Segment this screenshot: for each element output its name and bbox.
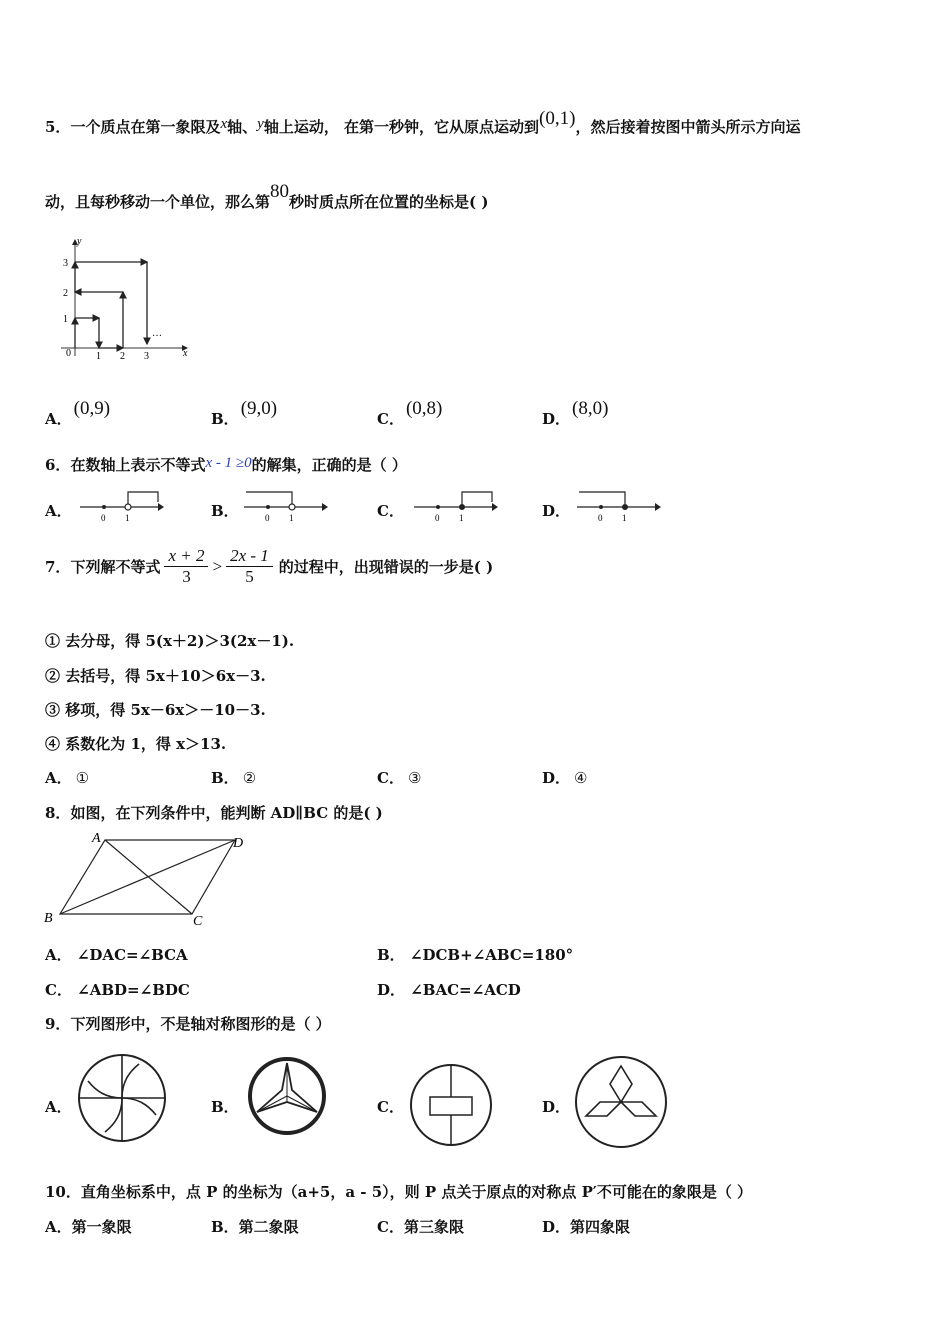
q9-diamonds-figure[interactable] (572, 1054, 670, 1150)
q6-stem: 6．在数轴上表示不等式x - 1 ≥0的解集，正确的是（ ） (45, 455, 407, 474)
y-tick-3: 3 (63, 258, 68, 269)
q10-option-a[interactable]: A．第一象限 (45, 1218, 132, 1236)
q7-step-2: ② 去括号，得 5x＋10＞6x－3. (45, 667, 266, 685)
svg-text:0: 0 (265, 513, 270, 523)
q7-step-1: ① 去分母，得 5(x＋2)＞3(2x－1). (45, 632, 295, 650)
q8-option-a[interactable]: A． ∠DAC=∠BCA (45, 946, 188, 964)
q7-option-c[interactable]: C． ③ (377, 769, 422, 787)
q7-right-fraction: $\frac{2x - 1}{5}$ (226, 546, 273, 587)
q7-left-fraction: $\frac{x + 2}{3}$ (164, 546, 208, 587)
y-axis-label: y (77, 236, 82, 247)
q9-option-c[interactable]: C． (377, 1098, 404, 1116)
q7-option-d[interactable]: D． ④ (542, 769, 588, 787)
svg-text:0: 0 (101, 513, 106, 523)
q6-option-a[interactable]: A． (45, 502, 72, 520)
vertex-a: A (92, 831, 101, 846)
x-axis-label: x (183, 348, 188, 359)
svg-text:1: 1 (289, 513, 294, 523)
q9-option-b[interactable]: B． (211, 1098, 239, 1116)
q7-option-b[interactable]: B． ② (211, 769, 257, 787)
svg-text:1: 1 (459, 513, 464, 523)
q10-stem: 10．直角坐标系中，点 P 的坐标为（a+5，a - 5），则 P 点关于原点的对称点 P′不可能在的象限是（ ） (45, 1183, 753, 1201)
q6-inequality: x - 1 ≥0 (205, 455, 252, 471)
q9-circle-square-figure[interactable] (408, 1062, 494, 1148)
q6-number-line-c[interactable] (412, 488, 502, 526)
q7-step-4: ④ 系数化为 1，得 x＞13. (45, 735, 227, 753)
q10-option-d[interactable]: D．第四象限 (542, 1218, 631, 1236)
q9-option-d[interactable]: D． (542, 1098, 571, 1116)
y-tick-2: 2 (63, 288, 68, 299)
q5-point: (0,1) (539, 108, 576, 129)
q5-option-d[interactable]: D． (8,0) (542, 398, 609, 428)
q8-option-d[interactable]: D． ∠BAC=∠ACD (377, 981, 521, 999)
q7-step-3: ③ 移项，得 5x－6x＞－10－3. (45, 701, 266, 719)
q5-option-a[interactable]: A． (0,9) (45, 398, 111, 428)
q8-stem: 8．如图，在下列条件中，能判断 AD∥BC 的是( ) (45, 804, 383, 822)
q9-pinwheel-figure[interactable] (74, 1052, 170, 1144)
svg-text:0: 0 (598, 513, 603, 523)
x-tick-2: 2 (120, 351, 125, 362)
vertex-c: C (193, 914, 203, 928)
q10-option-c[interactable]: C．第三象限 (377, 1218, 464, 1236)
q9-stem: 9．下列图形中，不是轴对称图形的是（ ） (45, 1015, 331, 1033)
q7-option-a[interactable]: A． ① (45, 769, 90, 787)
q5-line2: 动，且每秒移动一个单位，那么第80秒时质点所在位置的坐标是( ) (45, 181, 489, 211)
x-tick-1: 1 (96, 351, 101, 362)
q6-number-line-d[interactable] (575, 488, 665, 526)
motion-path (75, 262, 147, 348)
svg-text:1: 1 (622, 513, 627, 523)
q5-option-c[interactable]: C． (0,8) (377, 398, 443, 428)
q5-path-figure (55, 232, 195, 362)
q8-option-b[interactable]: B． ∠DCB+∠ABC=180° (377, 946, 574, 964)
svg-text:0: 0 (435, 513, 440, 523)
vertex-b: B (44, 911, 53, 926)
q6-option-d[interactable]: D． (542, 502, 571, 520)
y-tick-1: 1 (63, 314, 68, 325)
origin-label: 0 (66, 348, 71, 359)
x-tick-3: 3 (144, 351, 149, 362)
q8-option-c[interactable]: C． ∠ABD=∠BDC (45, 981, 190, 999)
svg-text:1: 1 (125, 513, 130, 523)
q10-option-b[interactable]: B．第二象限 (211, 1218, 299, 1236)
q9-star-figure[interactable] (244, 1056, 330, 1136)
q6-number-line-b[interactable] (242, 488, 332, 526)
q5-line1: 5．一个质点在第一象限及x轴、y轴上运动， 在第一秒钟，它从原点运动到(0,1)，然后接着按图中箭头所示方向运 (45, 108, 801, 136)
q8-parallelogram-figure (40, 828, 260, 928)
q6-option-b[interactable]: B． (211, 502, 239, 520)
q5-option-b[interactable]: B． (9,0) (211, 398, 278, 428)
q6-option-c[interactable]: C． (377, 502, 404, 520)
q9-option-a[interactable]: A． (45, 1098, 72, 1116)
q7-stem: 7． 下列解不等式 $\frac{x + 2}{3}$ > $\frac{2x - 1}{5}$ 的过程中，出现错误的一步是( ) (45, 546, 494, 586)
ellipsis: … (152, 328, 162, 339)
q6-number-line-a[interactable] (78, 488, 168, 526)
vertex-d: D (233, 836, 244, 851)
